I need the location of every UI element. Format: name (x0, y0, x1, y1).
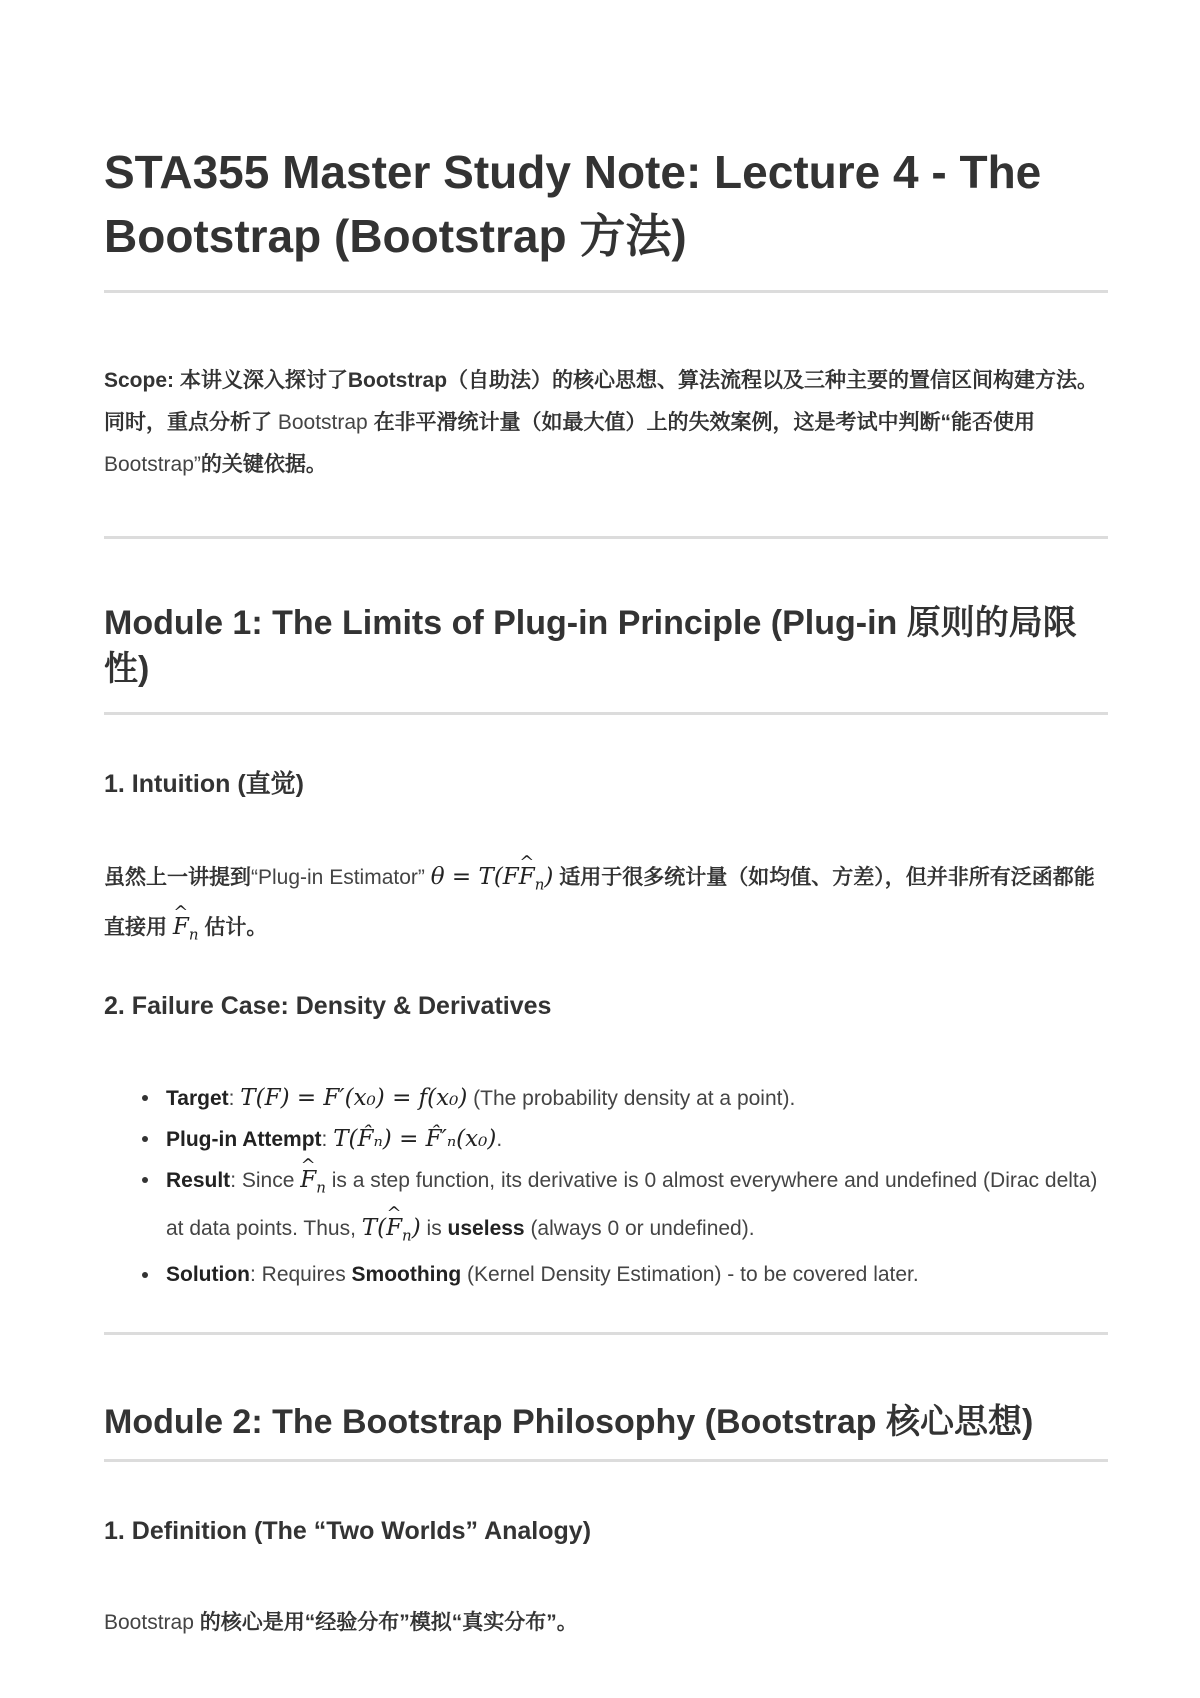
intuition-heading: 1. Intuition (直觉) (104, 770, 304, 798)
fn-hat-formula: ^ $F_n$ (173, 914, 199, 940)
intuition-paragraph (104, 856, 1108, 955)
list-item: Result: Since ^ $F_n$ is a step function, its derivative is 0 almost everywhere and undefined (Dirac delta) at data points. Thus, T(^ $F_n$) is useless (always 0 or undefined). (166, 1160, 1108, 1255)
module2-heading: Module 2: The Bootstrap Philosophy (Bootstrap 核心思想) (104, 1403, 1034, 1441)
divider (104, 536, 1108, 539)
fn-hat-formula: ^ $F_n$ (300, 1167, 326, 1193)
list-item: Target: T(F) = F′(x₀) = f(x₀) (The probability density at a point). (166, 1078, 1108, 1119)
scope-text: 本讲义深入探讨了Bootstrap（自助法）的核心思想、算法流程以及三种主要的置信区间构建方法。同时，重点分析了 (104, 369, 1099, 434)
intuition-text: 虽然上一讲提到 (104, 866, 251, 889)
tfn-formula: T(^ $F_n$) (362, 1215, 421, 1241)
definition-paragraph (104, 1602, 1108, 1644)
list-item: Solution: Requires Smoothing (Kernel Density Estimation) - to be covered later. (166, 1255, 1108, 1295)
divider (104, 1332, 1108, 1335)
scope-label: Scope: (104, 369, 175, 392)
module1-heading: Module 1: The Limits of Plug-in Principle (Plug-in 原则的局限性) (104, 604, 1077, 688)
definition-text: 的核心是用“经验分布”模拟“真实分布”。 (199, 1611, 578, 1634)
failure-heading: 2. Failure Case: Density & Derivatives (104, 992, 552, 1020)
definition-heading: 1. Definition (The “Two Worlds” Analogy) (104, 1517, 592, 1545)
scope-text: Bootstrap” (104, 453, 201, 476)
plugin-formula: θ = T(F^ $F_n$) (431, 864, 554, 890)
scope-text: 的关键依据。 (200, 453, 327, 476)
scope-text: 在非平滑统计量（如最大值）上的失效案例，这是考试中判断“能否使用 (373, 411, 1036, 434)
scope-text: Bootstrap (272, 411, 374, 434)
attempt-formula: T(F̂ₙ) = F̂′ₙ(x₀) (333, 1126, 497, 1152)
intuition-text: 适用于很多统计量（如均值、方差），但并非所有泛函都能直接用 (104, 866, 1095, 939)
list-item: Plug-in Attempt: T(F̂ₙ) = F̂′ₙ(x₀). (166, 1119, 1108, 1160)
divider (104, 1459, 1108, 1462)
page-title: STA355 Master Study Note: Lecture 4 - The Bootstrap (Bootstrap 方法) (104, 146, 1042, 262)
intuition-text: “Plug-in Estimator” (251, 866, 425, 889)
intuition-text: 估计。 (204, 915, 268, 939)
divider (104, 290, 1108, 293)
target-formula: T(F) = F′(x₀) = f(x₀) (240, 1085, 468, 1111)
divider (104, 712, 1108, 715)
failure-list (104, 1078, 1108, 1295)
scope-paragraph (104, 360, 1108, 486)
definition-text: Bootstrap (104, 1611, 200, 1634)
